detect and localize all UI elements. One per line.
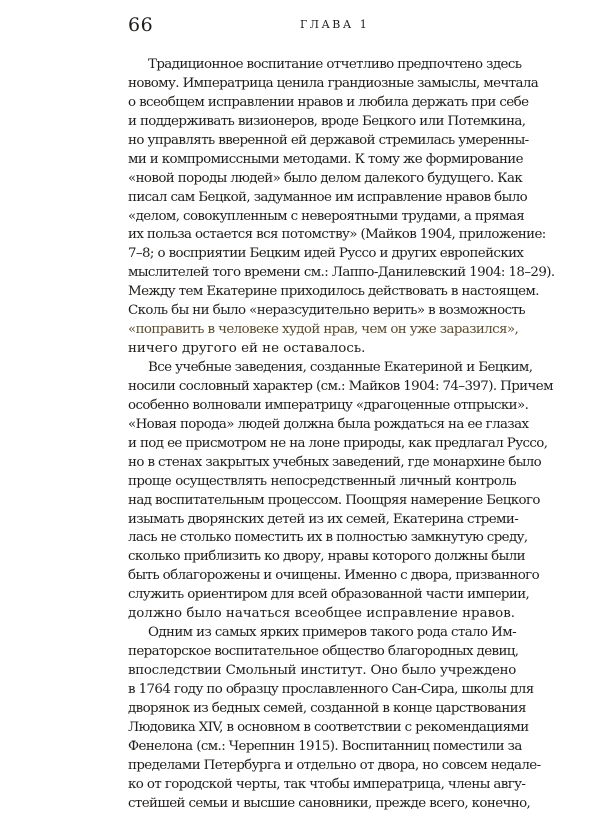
text-line: Сколь бы ни было «неразсудительно верить» в возможность — [128, 303, 525, 319]
text-line: в 1764 году по образцу прославленного Сан-Сира, школы для — [128, 681, 534, 697]
text-line: пределами Петербурга и отдельно от двора, но совсем недале- — [128, 757, 541, 773]
text-line: быть облагорожены и очищены. Именно с двора, призванного — [128, 568, 540, 584]
paragraph-1 — [128, 56, 555, 359]
text-line: сколько приблизить ко двору, нравы которого должны были — [128, 549, 525, 565]
text-line: «Новая порода» людей должна была рождаться на ее глазах — [128, 416, 529, 432]
text-line: и под ее присмотром не на лоне природы, как предлагал Руссо, — [128, 435, 548, 451]
text-line: стейшей семьи и высшие сановники, прежде всего, конечно, — [128, 795, 531, 811]
text-line: Фенелона (см.: Черепнин 1915). Воспитанниц поместили за — [128, 738, 522, 754]
text-line: 7–8; о восприятии Бецким идей Руссо и других европейских — [128, 246, 524, 262]
text-line: Одним из самых ярких примеров такого рода стало Им- — [148, 625, 516, 641]
text-line: «делом, совокупленным с невероятными трудами, а прямая — [128, 208, 525, 224]
text-line: особенно волновали императрицу «драгоценные отпрыски». — [128, 397, 529, 413]
paragraph-2 — [128, 359, 553, 624]
text-line: ничего другого ей не оставалось. — [128, 341, 366, 357]
running-head: ГЛАВА 1 — [300, 18, 370, 31]
text-line: ко от городской черты, так чтобы императрица, члены авгу- — [128, 776, 526, 792]
quote-line: «поправить в человеке худой нрав, чем он уже заразился», — [128, 322, 519, 338]
text-line: Между тем Екатерине приходилось действовать в настоящем. — [128, 284, 539, 300]
text-line: проще осуществлять непосредственный личный контроль — [128, 473, 516, 489]
body-text — [128, 56, 555, 814]
text-line: носили сословный характер (см.: Майков 1904: 74–397). Причем — [128, 378, 553, 394]
text-line: Все учебные заведения, созданные Екатериной и Бецким, — [148, 360, 533, 375]
text-line: их польза остается вся потомству» (Майков 1904, приложение: — [128, 227, 546, 243]
text-line: ми и компромиссными методами. К тому же формирование — [128, 151, 523, 167]
text-line: но управлять вверенной ей державой стремилась умеренны- — [128, 132, 529, 148]
text-line: мыслителей того времени см.: Лаппо-Данилевский 1904: 18–29). — [128, 265, 555, 281]
text-line: изымать дворянских детей из их семей, Екатерина стреми- — [128, 511, 519, 527]
text-line: впоследствии Смольный институт. Оно было учреждено — [128, 663, 516, 678]
text-line: «новой породы людей» было делом далекого будущего. Как — [128, 170, 523, 186]
text-line: ператорское воспитательное общество благородных девиц, — [128, 644, 519, 660]
text-line: но в стенах закрытых учебных заведений, где монархине было — [128, 454, 542, 470]
text-line: и поддерживать визионеров, вроде Бецкого или Потемкина, — [128, 113, 526, 129]
text-line: лась не столько поместить их в полностью замкнутую среду, — [128, 530, 528, 546]
text-line: писал сам Бецкой, задуманное им исправление нравов было — [128, 189, 528, 205]
text-line: служить ориентиром для всей образованной части империи, — [128, 587, 530, 603]
text-line: должно было начаться всеобщее исправление нравов. — [128, 606, 515, 622]
text-line: новому. Императрица ценила грандиозные замыслы, мечтала — [128, 75, 539, 91]
text-line: Традиционное воспитание отчетливо предпочтено здесь — [148, 57, 522, 72]
paragraph-3 — [128, 624, 541, 813]
text-line: Людовика XIV, в основном в соответствии с рекомендациями — [128, 719, 529, 735]
text-line: над воспитательным процессом. Поощряя намерение Бецкого — [128, 492, 540, 508]
text-line: дворянок из бедных семей, созданной в конце царствования — [128, 700, 526, 716]
page-number: 66 — [128, 14, 154, 36]
text-line: о всеобщем исправлении нравов и любила держать при себе — [128, 94, 529, 110]
